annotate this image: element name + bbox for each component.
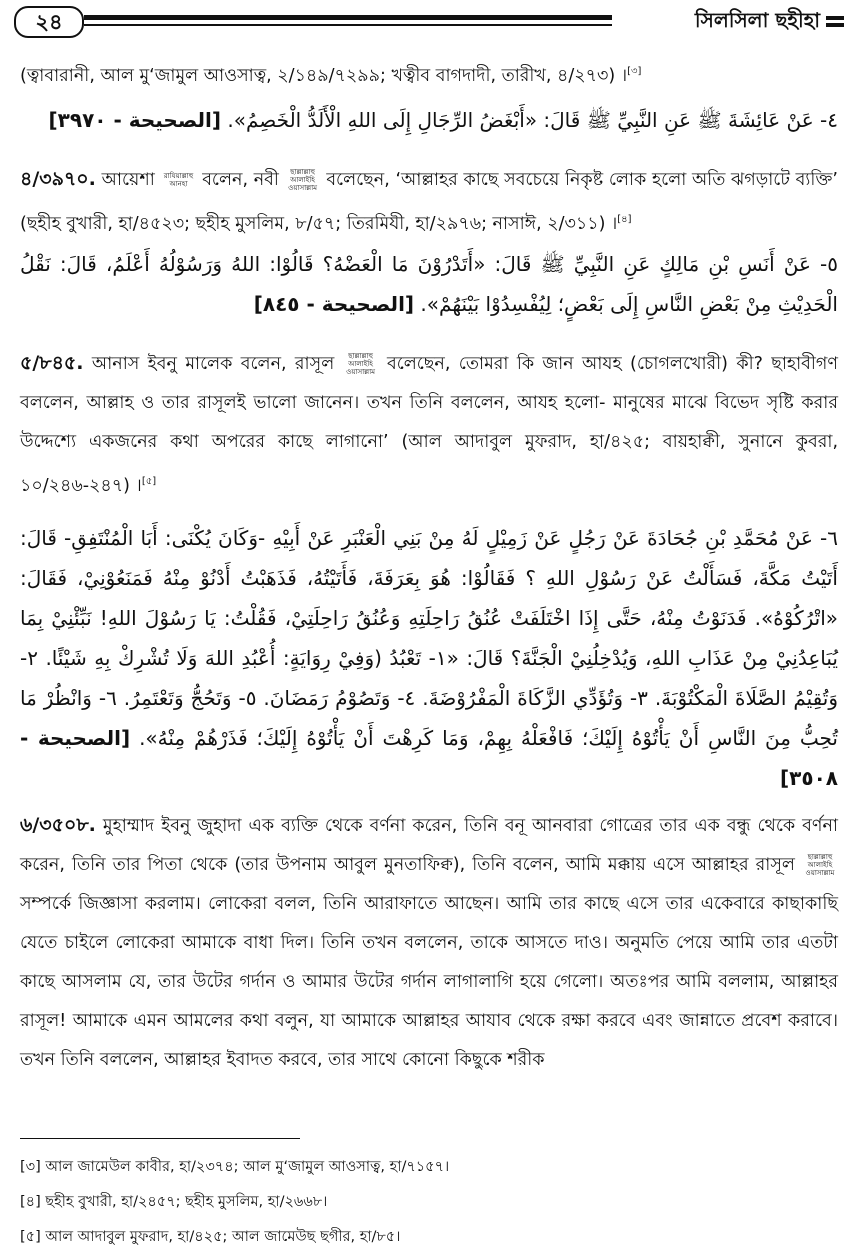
hadith-text: আনাস ইবনু মালেক বলেন, রাসূল xyxy=(91,354,335,374)
paragraph-continuation xyxy=(20,52,838,96)
arabic-text: ٦- عَنْ مُحَمَّدِ بْنِ جُحَادَةَ عَنْ رَجُلٍ عَنْ زَمِيْلٍ لَهُ مِنْ بَنِي الْعَنْبَرِ عَنْ أَبِيْهِ -وَكَانَ يُكْنَى: أَبَا الْمُنْتَفِقِ- قَالَ: أَتَيْتُ مَكَّةَ، فَسَأَلْتُ عَنْ رَسُوْلِ اللهِ ؟ فَقَالُوْا: هُوَ بِعَرَفَةَ، فَأَتَيْتُهُ، فَذَهَبْتُ أَدْنُوْ مِنْهُ فَمَنَعُوْنِيْ، فَقَالَ: «اتْرُكُوْهُ». فَدَنَوْتُ مِنْهُ، حَتَّى إِذَا اخْتَلَفَتْ عُنُقُ رَاحِلَتِهِ وَعُنُقُ رَاحِلَتِيْ، فَقُلْتُ: يَا رَسُوْلَ اللهِ! نَبِّئْنِيْ بِمَا يُبَاعِدُنِيْ مِنْ عَذَابِ اللهِ، وَيُدْخِلُنِيْ الْجَنَّةَ؟ قَالَ: «١- تَعْبُدُ (وَفِيْ رِوَايَةٍ: أُعْبُدِ اللهَ وَلَا تُشْرِكْ بِهِ شَيْئًا. ٢- وَتُقِيْمُ الصَّلَاةَ الْمَكْتُوْبَةَ. ٣- وَتُؤَدِّي الزَّكَاةَ الْمَفْرُوْضَةَ. ٤- وَتَصُوْمُ رَمَضَانَ. ٥- وَتَحُجُّ وَتَعْتَمِرُ. ٦- وَانْظُرْ مَا تُحِبُّ مِنَ النَّاسِ أَنْ يَأْتُوْهُ إِلَيْكَ؛ فَافْعَلْهُ بِهِمْ، وَمَا كَرِهْتَ أَنْ يَأْتُوْهُ إِلَيْكَ؛ فَذَرْهُمْ مِنْهُ». xyxy=(20,526,839,750)
hadith-number: ৬/৩৫০৮. xyxy=(20,814,96,836)
footnote-marker: [৩] xyxy=(627,66,642,77)
hadith-text: বলেছেন, তোমরা কি জান আযহ (চোগলখোরী) কী? ছাহাবীগণ বললেন, আল্লাহ ও তার রাসূলই ভালো জানেন। তখন তিনি বললেন, আযহ হলো- মানুষের মাঝে বিভেদ সৃষ্টি করার উদ্দেশ্যে একজনের কথা অপরের কাছে লাগানো’ xyxy=(20,354,838,452)
footnote: [৪] ছহীহ বুখারী, হা/২৪৫৭; ছহীহ মুসলিম, হা/২৬৬৮। xyxy=(20,1194,328,1210)
source-text: (ত্বাবারানী, আল মু‘জামুল আওসাত্ব, ২/১৪৯/৭২৯৯; খত্বীব বাগদাদী, তারীখ, ৪/২৭৩) । xyxy=(20,65,628,86)
footnote: [৫] আল আদাবুল মুফরাদ, হা/৪২৫; আল জামেউছ ছগীর, হা/৮৫। xyxy=(20,1229,401,1245)
footnote-marker: [৫] xyxy=(141,476,157,487)
salutation-glyph: ছাল্লাল্লাহু আলাইহি ওয়াসাল্লাম xyxy=(805,853,835,877)
hadith-arabic xyxy=(20,244,838,324)
hadith-source: (আল আদাবুল মুফরাদ, হা/৪২৫; বায়হাক্বী, সুনানে কুবরা, ১০/২৪৬-২৪৭) । xyxy=(20,432,839,496)
hadith-bengali xyxy=(20,806,838,1080)
hadith-text: বলেছেন, ‘আল্লাহর কাছে সবচেয়ে নিকৃষ্ট লোক হলো অতি ঝগড়াটে ব্যক্তি’ xyxy=(326,170,838,190)
hadith-number: ৪/৩৯৭০. xyxy=(20,168,96,190)
footnote-marker: [৪] xyxy=(617,214,632,225)
arabic-text: ٤- عَنْ عَائِشَةَ ﷺ عَنِ النَّبِيِّ ﷺ قَالَ: «أَبْغَضُ الرِّجَالِ إِلَى اللهِ الْأَلَدُّ الْخَصِمُ». xyxy=(227,108,838,132)
page-header xyxy=(14,4,844,38)
hadith-text: সম্পর্কে জিজ্ঞাসা করলাম। লোকেরা বলল, তিনি আরাফাতে আছেন। আমি তার কাছে এসে তার একেবারে কাছাকাছি যেতে চাইলে লোকেরা আমাকে বাধা দিল। তিনি তখন বললেন, তাকে আসতে দাও। অনুমতি পেয়ে আমি তার এতটা কাছে আসলাম যে, তার উটের গর্দান ও আমার উটের গর্দান লাগালাগি হয়ে গেলো। অতঃপর আমি বললাম, আল্লাহর রাসূল! আমাকে এমন আমলের কথা বলুন, যা আমাকে আল্লাহর আযাব থেকে রক্ষা করবে এবং জান্নাতে প্রবেশ করাবে। তখন তিনি বললেন, আল্লাহর ইবাদত করবে, তার সাথে কোনো কিছুকে শরীক xyxy=(20,894,838,1070)
page-number: ২৪ xyxy=(14,6,84,38)
hadith-arabic xyxy=(20,100,838,140)
arabic-text: ٥- عَنْ أَنَسِ بْنِ مَالِكٍ عَنِ النَّبِيِّ ﷺ قَالَ: «أَتَدْرُوْنَ مَا الْعَضْهُ؟ قَالُوْا: اللهُ وَرَسُوْلُهُ أَعْلَمُ، قَالَ: نَقْلُ الْحَدِيْثِ مِنْ بَعْضِ النَّاسِ إِلَى بَعْضٍ؛ لِيُفْسِدُوْا بَيْنَهُمْ». xyxy=(20,252,838,316)
header-rule-thick xyxy=(84,15,612,20)
footnote: [৩] আল জামেউল কাবীর, হা/২৩৭৪; আল মু‘জামুল আওসাত্ব, হা/৭১৫৭। xyxy=(20,1159,450,1175)
header-mark xyxy=(826,23,844,27)
header-mark xyxy=(826,16,844,20)
hadith-text: আয়েশা xyxy=(101,170,155,190)
header-rule-thin xyxy=(84,24,612,26)
hadith-bengali xyxy=(20,344,838,506)
hadith-arabic xyxy=(20,518,838,798)
honorific-glyph: রাযিয়াল্লাহু আনহা xyxy=(163,172,194,188)
hadith-text: মুহাম্মাদ ইবনু জুহাদা এক ব্যক্তি থেকে বর্ণনা করেন, তিনি বনূ আনবারা গোত্রের তার এক বন্ধু থেকে বর্ণনা করেন, তিনি তার পিতা থেকে (তার উপনাম আবুল মুনতাফিক্ব), তিনি বলেন, আমি মক্কায় এসে আল্লাহর রাসূল xyxy=(20,816,838,875)
book-title: সিলসিলা ছহীহা xyxy=(694,8,820,32)
salutation-glyph: ছাল্লাল্লাহু আলাইহি ওয়াসাল্লাম xyxy=(288,168,318,192)
arabic-reference: [الصحيحة - ٣٩٧٠] xyxy=(48,108,222,132)
salutation-glyph: ছাল্লাল্লাহু আলাইহি ওয়াসাল্লাম xyxy=(346,352,376,376)
arabic-reference: [الصحيحة - ٣٥٠٨] xyxy=(20,726,838,790)
hadith-source: (ছহীহ বুখারী, হা/৪৫২৩; ছহীহ মুসলিম, ৮/৫৭; তিরমিযী, হা/২৯৭৬; নাসাঈ, ২/৩১১) । xyxy=(20,213,618,234)
footnote-divider xyxy=(20,1138,300,1139)
hadith-bengali xyxy=(20,160,838,244)
hadith-text: বলেন, নবী xyxy=(202,170,279,190)
arabic-reference: [الصحيحة - ٨٤٥] xyxy=(253,292,415,316)
hadith-number: ৫/৮৪৫. xyxy=(20,352,84,374)
